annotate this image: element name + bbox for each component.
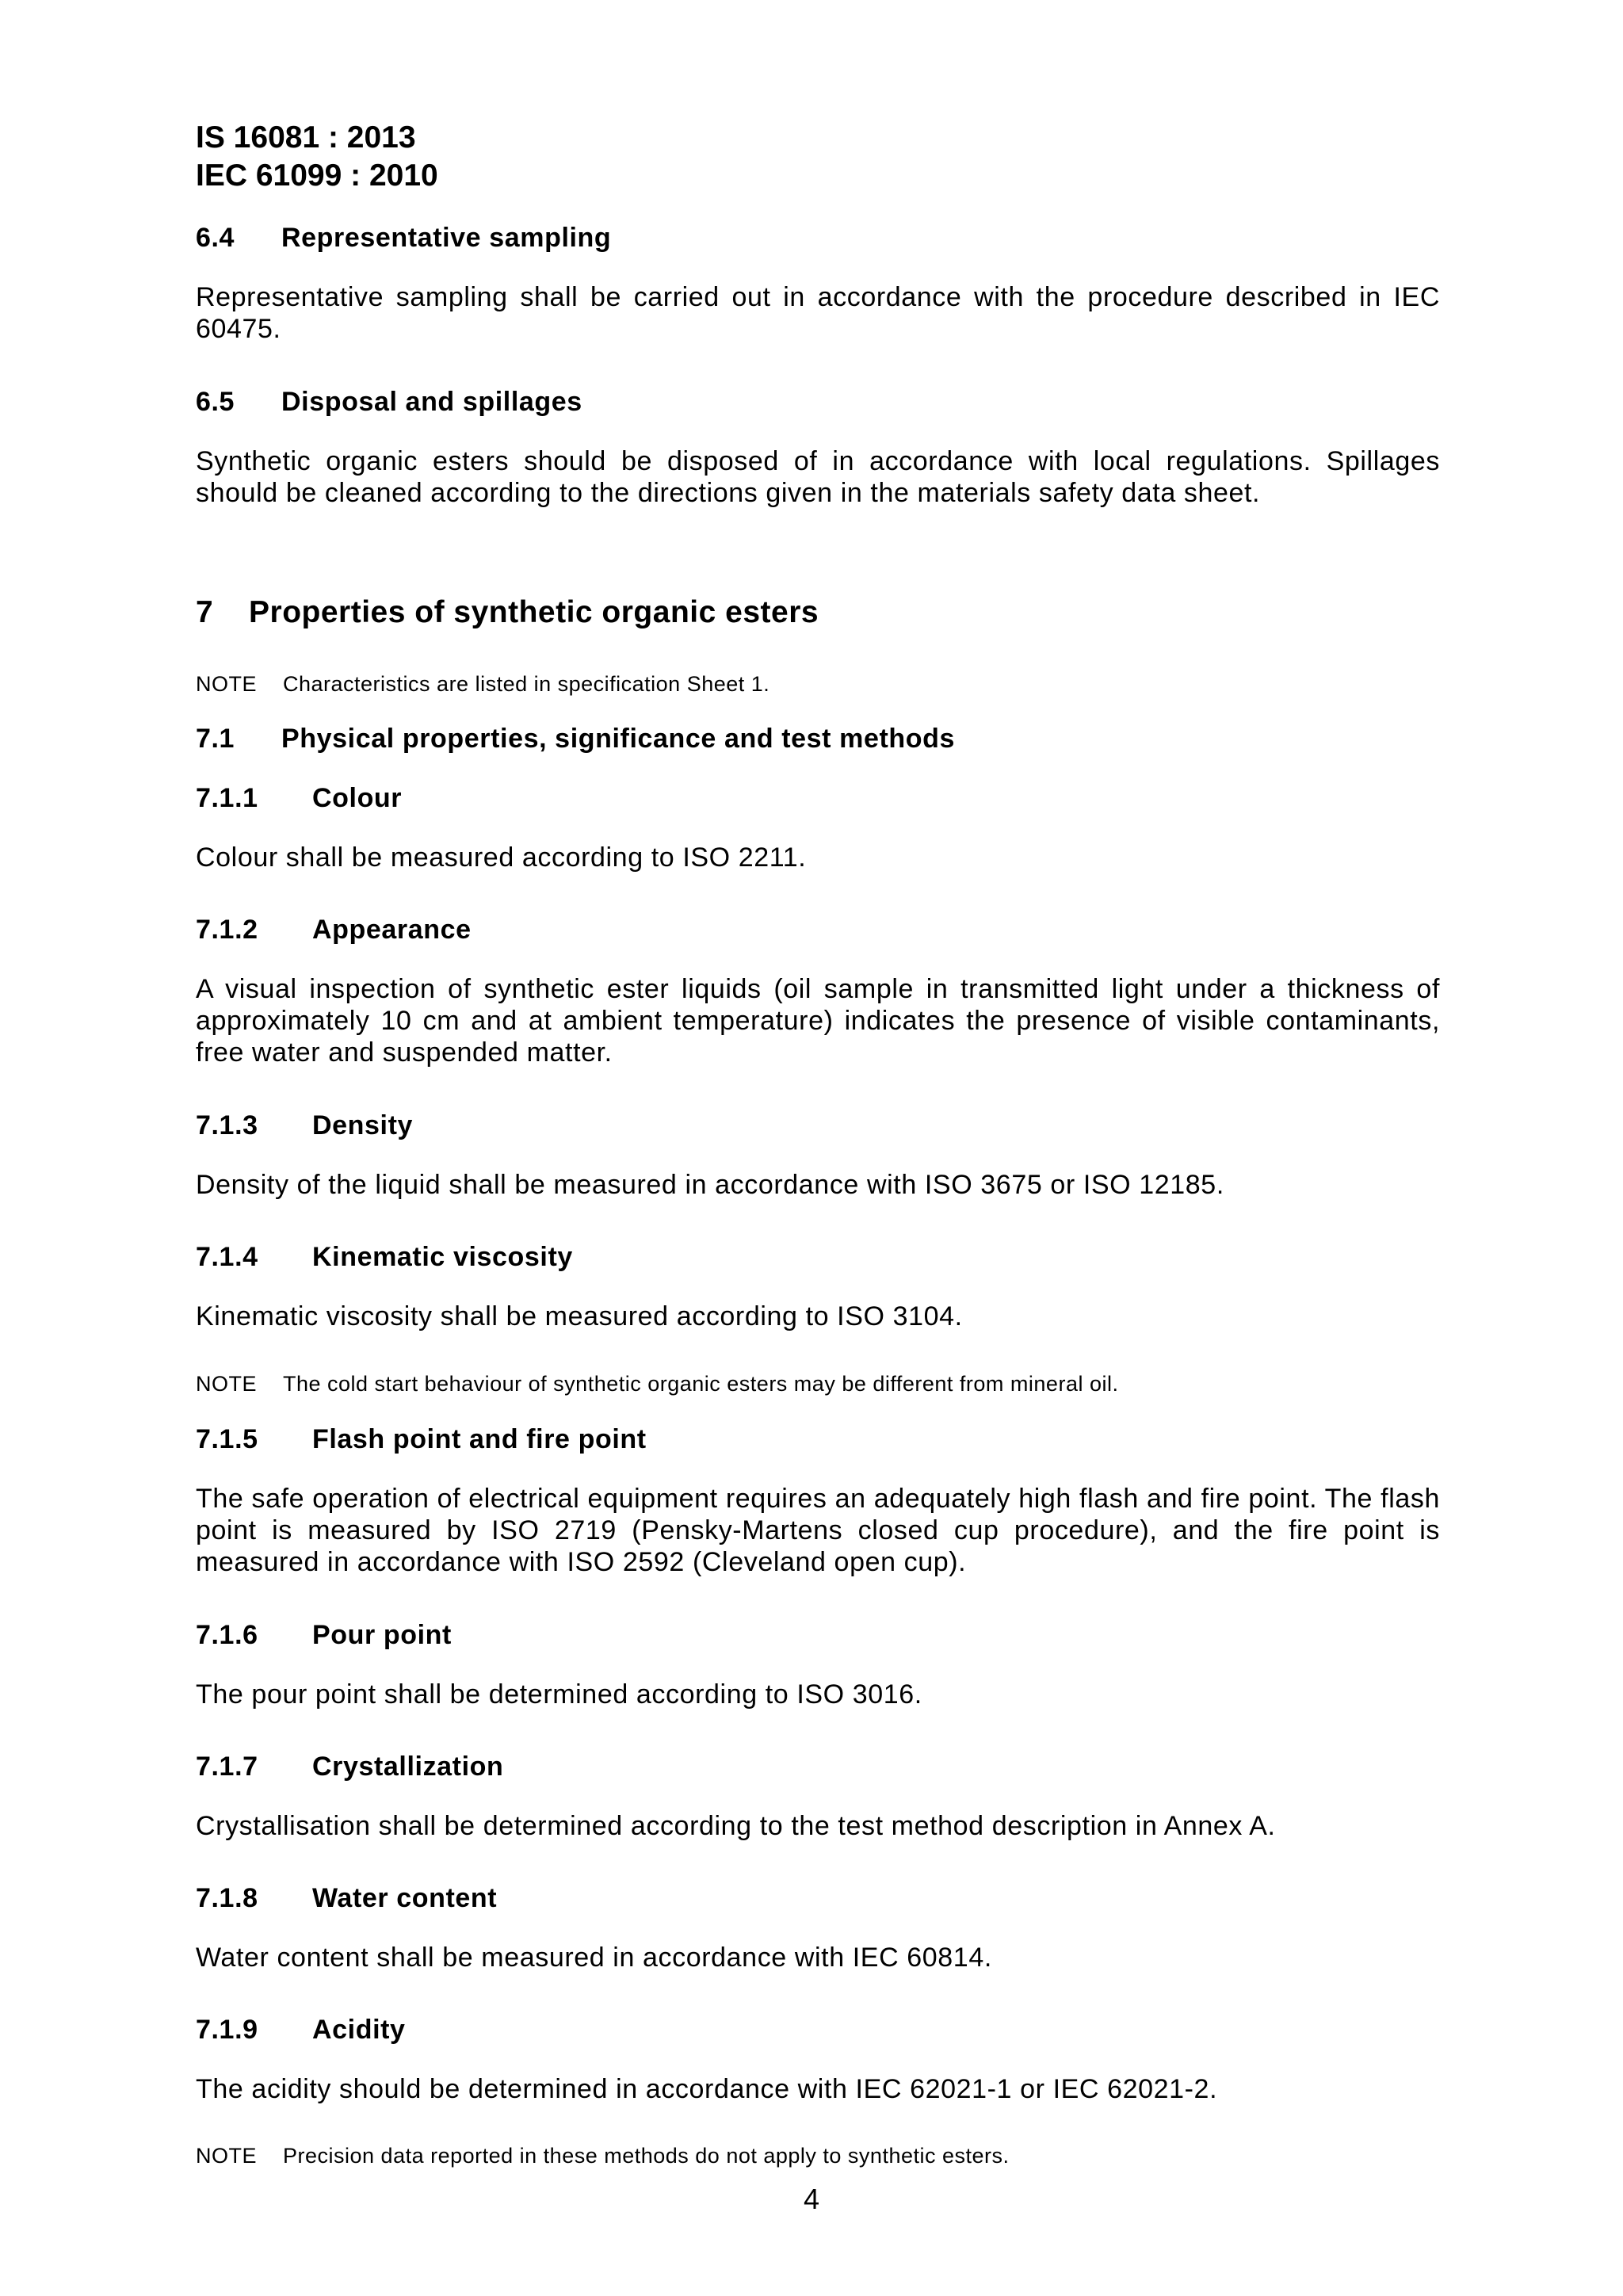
paragraph-7-1-7: Crystallisation shall be determined according to the test method description in Annex A. bbox=[196, 1811, 1276, 1841]
note-label: NOTE bbox=[196, 672, 258, 696]
note-label: NOTE bbox=[196, 2144, 258, 2168]
heading-7-1-9 bbox=[196, 2014, 1440, 2046]
note-text: Precision data reported in these methods do not apply to synthetic esters. bbox=[283, 2144, 1010, 2168]
section-number: 6.4 bbox=[196, 223, 235, 253]
paragraph-6-4: Representative sampling shall be carried out in accordance with the procedure described in IEC 60475. bbox=[196, 282, 1440, 344]
heading-7-1-7 bbox=[196, 1751, 1440, 1782]
paragraph-7-1-2: A visual inspection of synthetic ester liquids (oil sample in transmitted light under a thickness of approximately 10 cm and at ambient temperature) indicates the presence of visible contaminants, free water and suspended matter. bbox=[196, 974, 1440, 1068]
section-title: Physical properties, significance and test methods bbox=[281, 724, 956, 754]
heading-7-1 bbox=[196, 723, 1440, 755]
section-title: Appearance bbox=[312, 915, 472, 945]
note-7-1-4 bbox=[196, 1370, 1440, 1397]
paragraph-7-1-9: The acidity should be determined in accordance with IEC 62021-1 or IEC 62021-2. bbox=[196, 2074, 1218, 2104]
note-7 bbox=[196, 670, 1440, 697]
paragraph-7-1-6: The pour point shall be determined according to ISO 3016. bbox=[196, 1679, 922, 1710]
section-title: Flash point and fire point bbox=[312, 1424, 647, 1454]
section-number: 7.1.9 bbox=[196, 2015, 258, 2045]
heading-7-1-5 bbox=[196, 1423, 1440, 1455]
heading-7-1-2 bbox=[196, 914, 1440, 946]
paragraph-6-5: Synthetic organic esters should be disposed of in accordance with local regulations. Spillages should be cleaned according to the directions given in the materials safety data sheet. bbox=[196, 446, 1440, 508]
section-number: 7.1 bbox=[196, 724, 235, 754]
section-number: 7 bbox=[196, 595, 214, 629]
section-title: Density bbox=[312, 1110, 414, 1140]
section-number: 6.5 bbox=[196, 387, 235, 417]
paragraph-7-1-4: Kinematic viscosity shall be measured according to ISO 3104. bbox=[196, 1301, 963, 1331]
paragraph-7-1-5: The safe operation of electrical equipment requires an adequately high flash and fire point. The flash point is measured by ISO 2719 (Pensky-Martens closed cup procedure), and the fire point is measured in accordance with ISO 2592 (Cleveland open cup). bbox=[196, 1484, 1440, 1577]
section-number: 7.1.3 bbox=[196, 1110, 258, 1140]
heading-7-1-4 bbox=[196, 1241, 1440, 1273]
heading-6-5 bbox=[196, 386, 1440, 418]
section-title: Acidity bbox=[312, 2015, 406, 2045]
section-title: Pour point bbox=[312, 1620, 452, 1650]
page-number: 4 bbox=[803, 2183, 820, 2215]
heading-7-1-8 bbox=[196, 1882, 1440, 1914]
heading-6-4 bbox=[196, 222, 1440, 254]
section-number: 7.1.7 bbox=[196, 1752, 258, 1782]
section-title: Representative sampling bbox=[281, 223, 612, 253]
section-title: Colour bbox=[312, 783, 403, 813]
heading-7-1-6 bbox=[196, 1619, 1440, 1651]
heading-7-1-3 bbox=[196, 1110, 1440, 1141]
standard-header bbox=[196, 119, 438, 195]
note-7-1-9 bbox=[196, 2142, 1440, 2169]
section-number: 7.1.2 bbox=[196, 915, 258, 945]
section-number: 7.1.6 bbox=[196, 1620, 258, 1650]
standard-number-is: IS 16081 : 2013 bbox=[196, 120, 416, 155]
standard-number-iec: IEC 61099 : 2010 bbox=[196, 159, 438, 193]
paragraph-7-1-3: Density of the liquid shall be measured in accordance with ISO 3675 or ISO 12185. bbox=[196, 1170, 1224, 1200]
section-number: 7.1.8 bbox=[196, 1883, 258, 1913]
note-label: NOTE bbox=[196, 1372, 258, 1396]
section-number: 7.1.4 bbox=[196, 1242, 258, 1272]
section-title: Kinematic viscosity bbox=[312, 1242, 573, 1272]
section-number: 7.1.1 bbox=[196, 783, 258, 813]
paragraph-7-1-8: Water content shall be measured in accordance with IEC 60814. bbox=[196, 1943, 992, 1973]
note-text: The cold start behaviour of synthetic organic esters may be different from mineral oil. bbox=[283, 1372, 1119, 1396]
section-number: 7.1.5 bbox=[196, 1424, 258, 1454]
section-title: Disposal and spillages bbox=[281, 387, 582, 417]
section-title: Properties of synthetic organic esters bbox=[249, 595, 819, 629]
note-text: Characteristics are listed in specification Sheet 1. bbox=[283, 672, 770, 696]
section-title: Water content bbox=[312, 1883, 498, 1913]
heading-7-1-1 bbox=[196, 782, 1440, 814]
paragraph-7-1-1: Colour shall be measured according to ISO 2211. bbox=[196, 842, 807, 873]
heading-7 bbox=[196, 594, 1440, 631]
section-title: Crystallization bbox=[312, 1752, 504, 1782]
